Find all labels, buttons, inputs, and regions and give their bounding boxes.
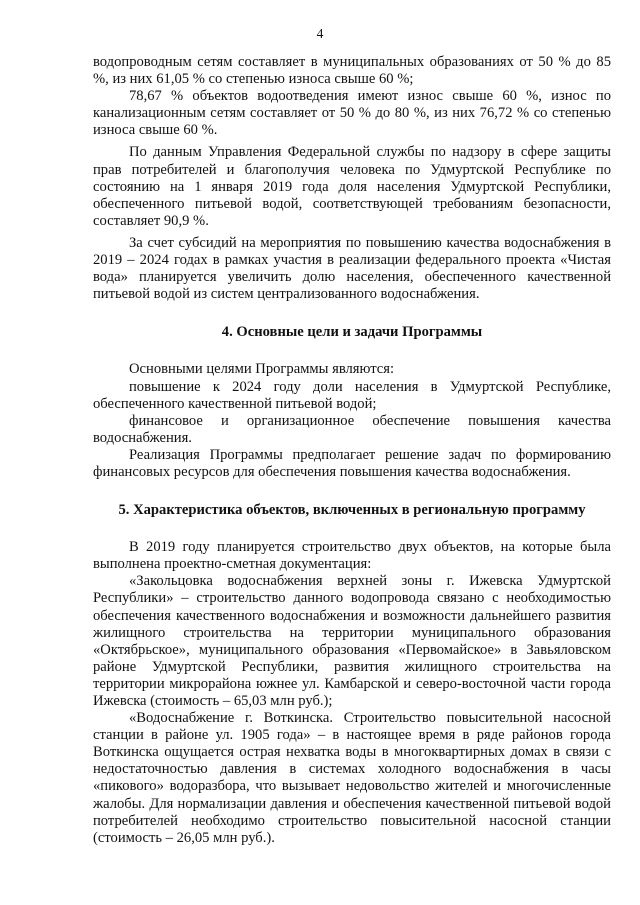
paragraph-program-tasks: Реализация Программы предполагает решение задач по формированию финансовых ресурсов для обеспечения повышения качества водоснабжения.	[93, 446, 611, 480]
document-body	[93, 54, 611, 847]
paragraph-goals-intro: Основными целями Программы являются:	[129, 361, 395, 378]
paragraph-water-networks-wear: водопроводным сетям составляет в муниципальных образованиях от 50 % до 85 %, из них 61,05 % со степенью износа свыше 60 %;	[93, 54, 611, 88]
section-heading-goals: 4. Основные цели и задачи Программы	[221, 324, 483, 341]
paragraph-sewerage-wear: 78,67 % объектов водоотведения имеют износ свыше 60 %, износ по канализационным сетям составляет от 50 % до 80 %, из них 76,72 % со степенью износа свыше 60 %.	[93, 88, 611, 139]
paragraph-goal-financial-support: финансовое и организационное обеспечение повышения качества водоснабжения.	[93, 412, 611, 446]
paragraph-subsidies-clean-water: За счет субсидий на мероприятия по повышению качества водоснабжения в 2019 – 2024 годах в рамках участия в реализации федерального проекта «Чистая вода» планируется увеличить долю населения, обеспеченного качественной питьевой водой из систем централизованного водоснабжения.	[93, 234, 611, 303]
page-number: 4	[316, 26, 324, 41]
section-heading-objects: 5. Характеристика объектов, включенных в региональную программу	[118, 502, 586, 519]
paragraph-goal-population-share: повышение к 2024 году доли населения в Удмуртской Республике, обеспеченного качественной питьевой водой;	[93, 378, 611, 412]
paragraph-rospotrebnadzor-data: По данным Управления Федеральной службы по надзору в сфере защиты прав потребителей и благополучия человека по Удмуртской Республике по состоянию на 1 января 2019 года доля населения Удмуртской Республики, обеспеченного питьевой водой, соответствующей требованиям безопасности, составляет 90,9 %.	[93, 144, 611, 229]
paragraph-objects-intro: В 2019 году планируется строительство двух объектов, на которые была выполнена проектно-сметная документация:	[93, 539, 611, 573]
paragraph-object-votkinsk: «Водоснабжение г. Воткинска. Строительство повысительной насосной станции в районе ул. 1905 года» – в настоящее время в ряде районов города Воткинска ощущается острая нехватка воды в многоквартирных домах в связи с недостаточностью давления в системах холодного водоснабжения в часы «пикового» водоразбора, что вызывает недовольство жителей и многочисленные жалобы. Для нормализации давления и обеспечения качественной питьевой водой потребителей необходимо строительство повысительной насосной станции (стоимость – 26,05 млн руб.).	[93, 710, 611, 846]
paragraph-object-izhevsk: «Закольцовка водоснабжения верхней зоны г. Ижевска Удмуртской Республики» – строительство данного водопровода связано с необходимостью обеспечения качественного водоснабжения и возможности дальнейшего развития жилищного строительства на территории муниципального образования «Октябрьское», муниципального образования «Первомайское» в Завьяловском районе Удмуртской Республики, развития жилищного строительства на территории микрорайона южнее ул. Камбарской и северо-восточной части города Ижевска (стоимость – 65,03 млн руб.);	[93, 573, 611, 709]
